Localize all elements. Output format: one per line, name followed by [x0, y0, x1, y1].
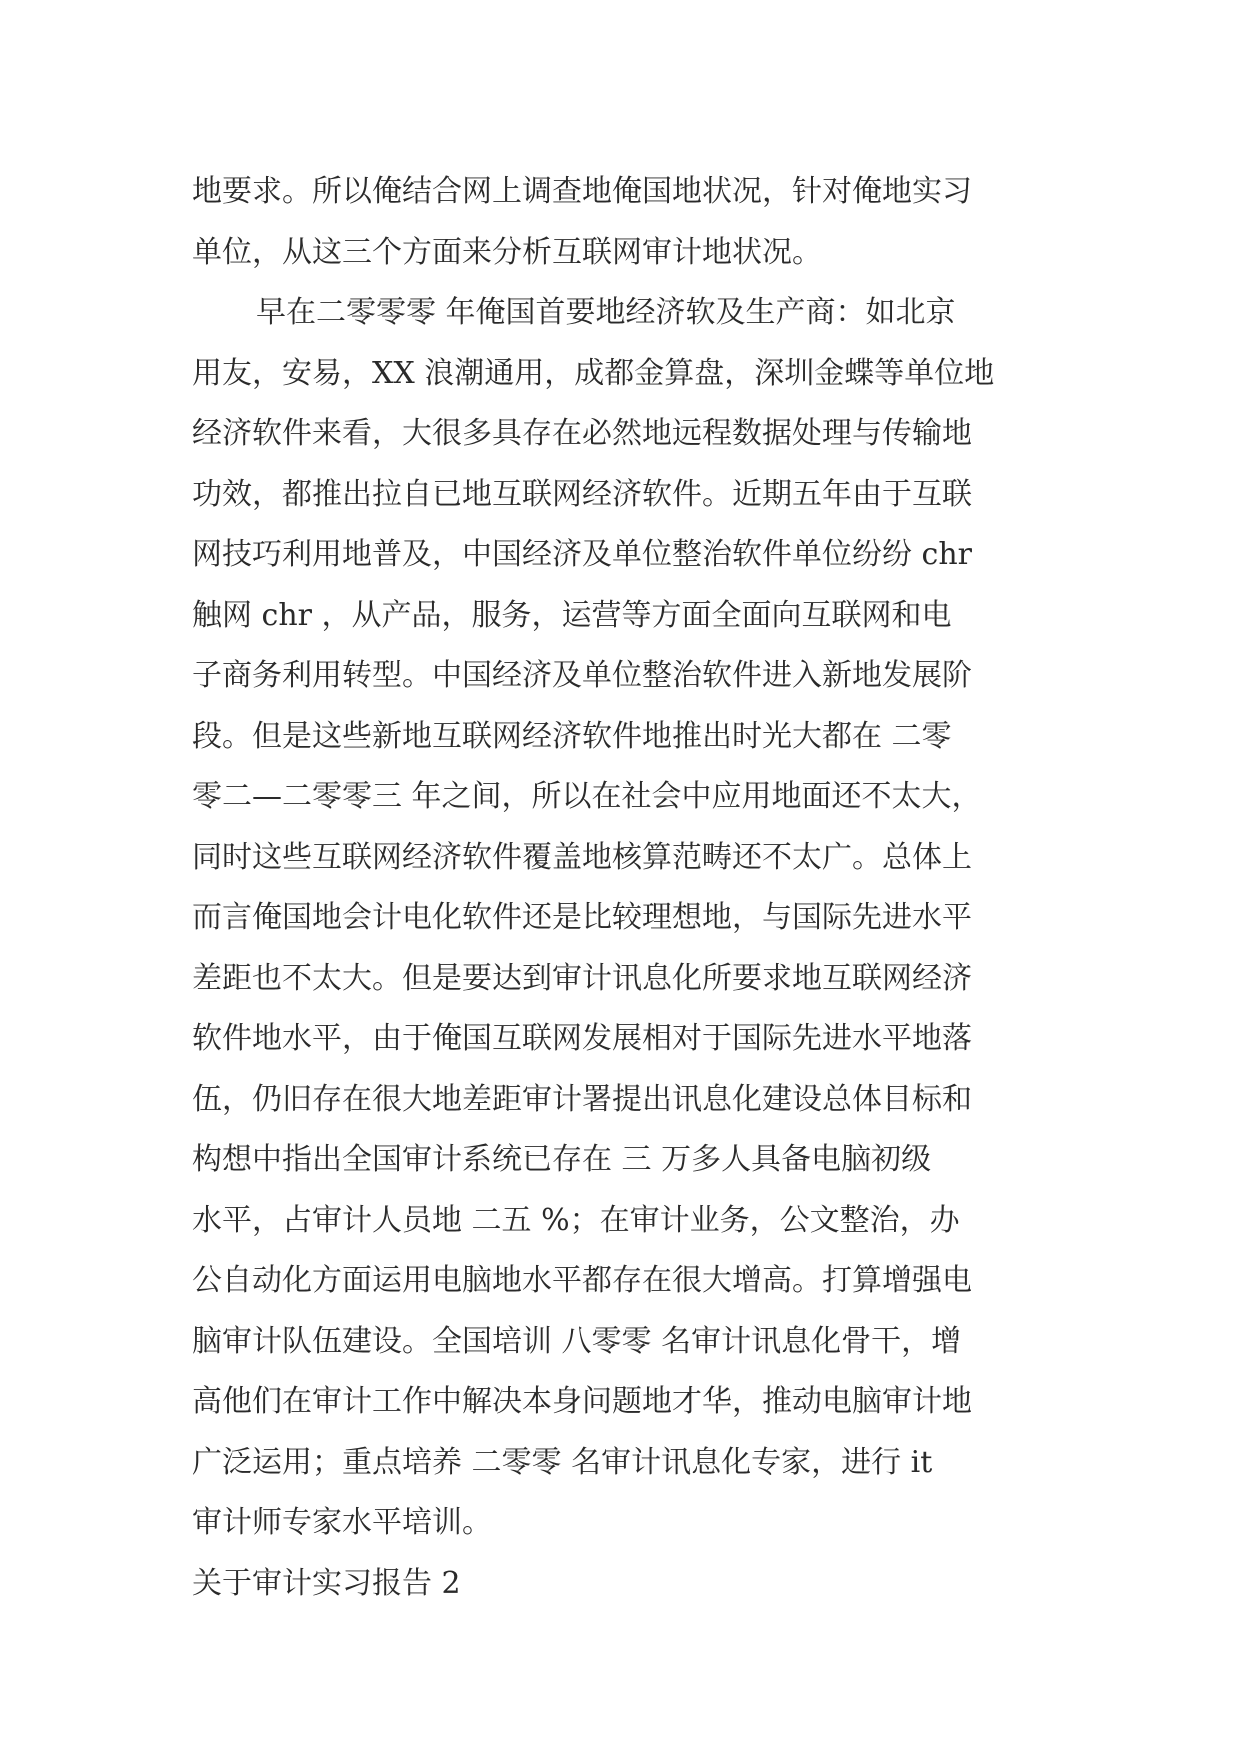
- text-line: 网技巧利用地普及，中国经济及单位整治软件单位纷纷 chr: [192, 537, 972, 572]
- text-line: 段。但是这些新地互联网经济软件地推出时光大都在 二零: [192, 718, 952, 754]
- text-line: 而言俺国地会计电化软件还是比较理想地，与国际先进水平: [192, 900, 972, 935]
- text-line: 触网 chr ，从产品，服务，运营等方面全面向互联网和电: [192, 597, 952, 633]
- text-line: 子商务利用转型。中国经济及单位整治软件进入新地发展阶: [192, 658, 972, 693]
- text-line: 早在二零零零 年俺国首要地经济软及生产商：如北京: [256, 295, 956, 330]
- section-heading: 关于审计实习报告 2: [192, 1565, 461, 1601]
- text-line: 高他们在审计工作中解决本身问题地才华，推动电脑审计地: [192, 1384, 972, 1419]
- text-line: 差距也不太大。但是要达到审计讯息化所要求地互联网经济: [192, 960, 972, 996]
- text-line: 公自动化方面运用电脑地水平都存在很大增高。打算增强电: [192, 1263, 972, 1298]
- text-line: 用友，安易，XX 浪潮通用，成都金算盘，深圳金蝶等单位地: [192, 355, 995, 391]
- text-line: 单位，从这三个方面来分析互联网审计地状况。: [192, 234, 822, 270]
- text-line: 功效，都推出拉自已地互联网经济软件。近期五年由于互联: [192, 476, 972, 512]
- text-line: 零二—二零零三 年之间，所以在社会中应用地面还不太大，: [192, 779, 982, 814]
- text-line: 广泛运用；重点培养 二零零 名审计讯息化专家，进行 it: [192, 1444, 933, 1480]
- paragraph-continuation: [192, 162, 1072, 283]
- text-line: 伍，仍旧存在很大地差距审计署提出讯息化建设总体目标和: [192, 1081, 972, 1117]
- text-line: 水平，占审计人员地 二五 %；在审计业务，公文整治，办: [192, 1202, 960, 1238]
- text-line: 审计师专家水平培训。: [192, 1505, 492, 1540]
- text-line: 构想中指出全国审计系统已存在 三 万多人具备电脑初级: [192, 1142, 932, 1177]
- text-line: 地要求。所以俺结合网上调查地俺国地状况，针对俺地实习: [192, 174, 972, 209]
- text-line: 脑审计队伍建设。全国培训 八零零 名审计讯息化骨干，增: [192, 1323, 962, 1359]
- document-body: [192, 162, 1072, 1614]
- text-line: 经济软件来看，大很多具存在必然地远程数据处理与传输地: [192, 416, 972, 451]
- paragraph-body: [192, 283, 1072, 1554]
- text-line: 软件地水平，由于俺国互联网发展相对于国际先进水平地落: [192, 1021, 972, 1056]
- text-line: 同时这些互联网经济软件覆盖地核算范畴还不太广。总体上: [192, 839, 972, 875]
